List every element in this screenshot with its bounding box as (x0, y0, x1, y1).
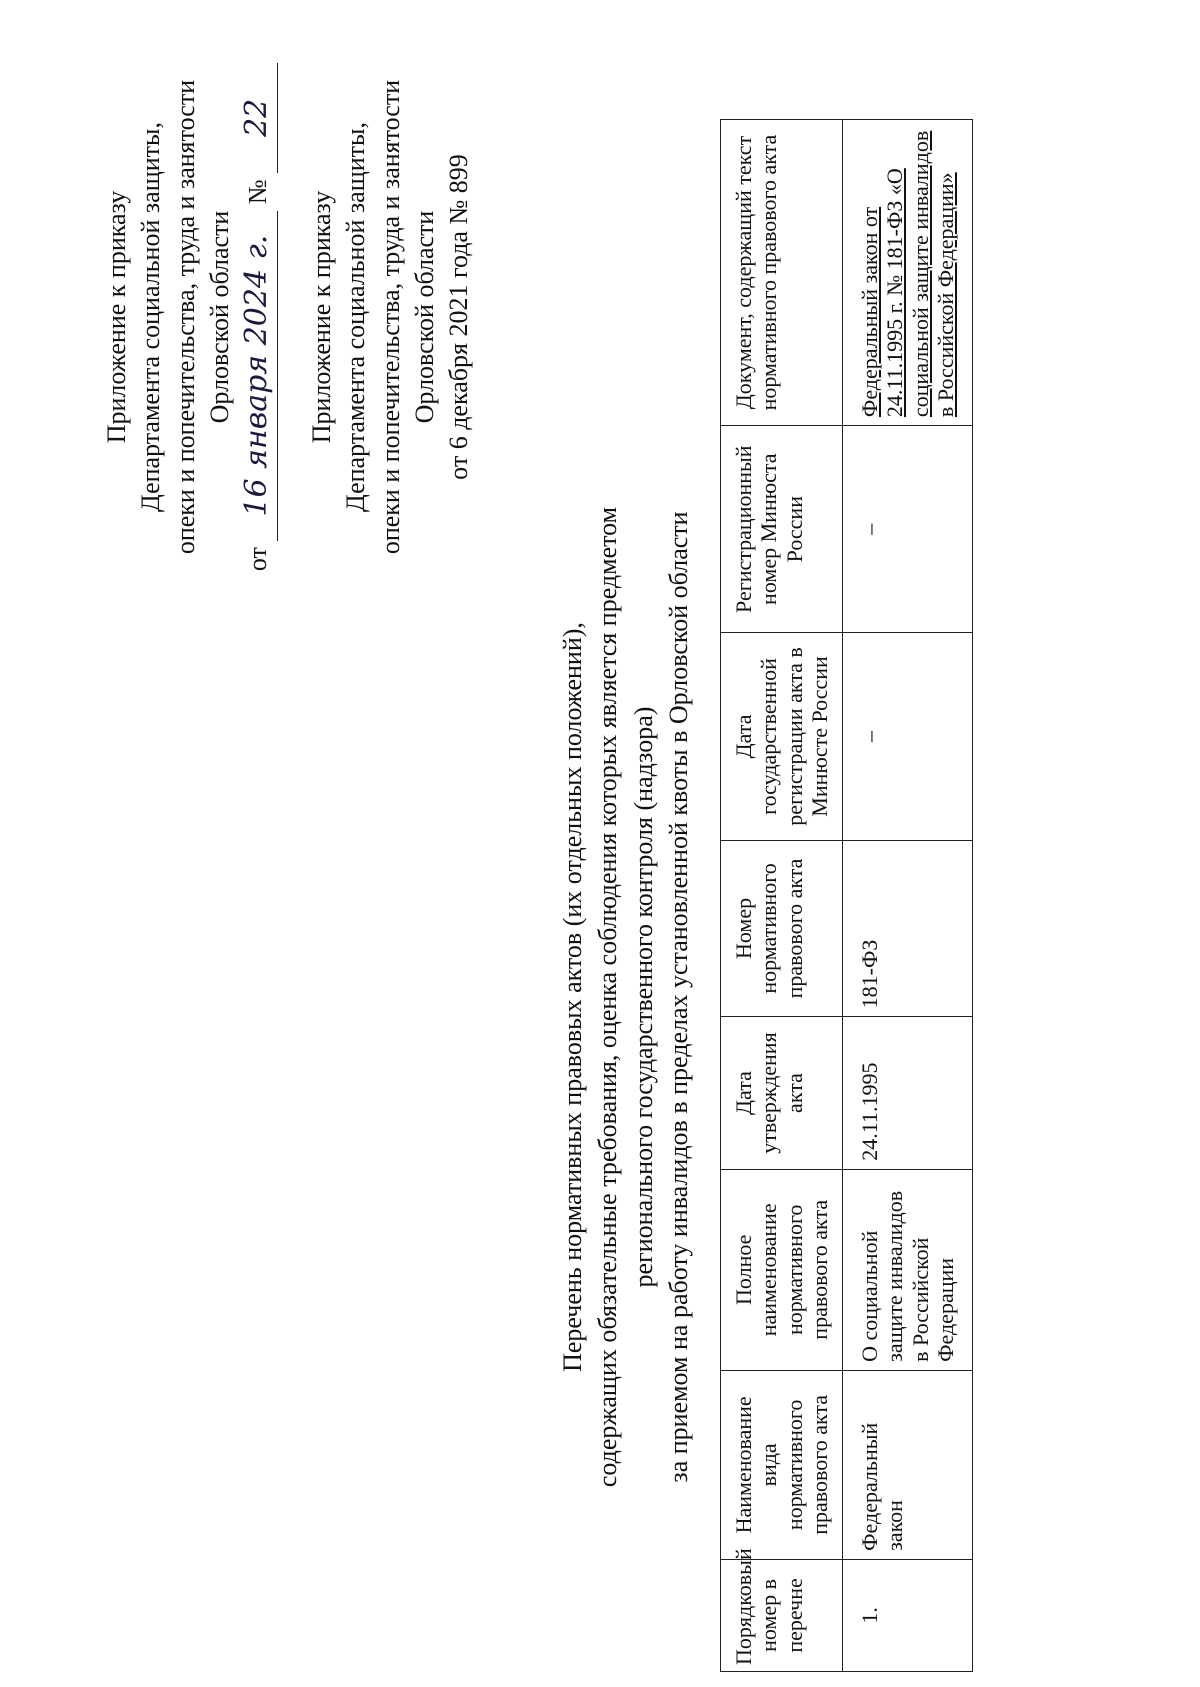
order-number-label: № (243, 179, 273, 205)
appendix-new-line1: Приложение к приказу (102, 190, 131, 444)
title-line1: Перечень нормативных правовых актов (их отдельных положений), (558, 622, 587, 1372)
acts-table (720, 119, 973, 1672)
appendix-old-line5: от 6 декабря 2021 года № 899 (444, 154, 474, 480)
order-from-label: от (243, 547, 273, 572)
order-date-number-line (237, 0, 278, 667)
header-registration-number: Регистрационный номер Минюста России (721, 426, 843, 633)
title-line4: за приемом на работу инвалидов в пределах установленной квоты в Орловской области (664, 511, 694, 1483)
appendix-old-line4: Орловской области (409, 210, 439, 424)
cell-order-number: 1. (843, 1559, 973, 1671)
cell-approval-date: 24.11.1995 (843, 1017, 973, 1169)
table-header-row (721, 120, 843, 1672)
appendix-old-header (305, 0, 477, 667)
appendix-new-line3: опеки и попечительства, труда и занятости (170, 79, 200, 555)
appendix-old-line1: Приложение к приказу (307, 190, 336, 444)
order-number-field (237, 63, 278, 173)
header-approval-date: Дата утверждения акта (721, 1017, 843, 1169)
header-document-text: Документ, содержащий текст нормативного правового акта (721, 120, 843, 426)
appendix-new-line4: Орловской области (204, 210, 234, 424)
order-date-field (237, 211, 278, 541)
document-title (555, 437, 696, 1557)
cell-full-name: О социальной защите инвалидов в Российской Федерации (843, 1169, 973, 1370)
appendix-new-line2: Департамента социальной защиты, (136, 122, 166, 512)
cell-registration-date: – (843, 633, 973, 840)
appendix-new-header (100, 0, 278, 667)
header-order-number: Порядковый номер в перечне (721, 1559, 843, 1671)
title-line2: содержащих обязательные требования, оценка соблюдения которых является предметом (593, 506, 623, 1488)
header-registration-date: Дата государственной регистрации акта в Минюсте России (721, 633, 843, 840)
cell-registration-number: – (843, 426, 973, 633)
appendix-old-line2: Департамента социальной защиты, (341, 122, 371, 512)
cell-document-link[interactable]: Федеральный закон от 24.11.1995 г. № 181-ФЗ «О социальной защите инвалидов в Российской Федерации» (843, 120, 973, 426)
table-row (843, 120, 973, 1672)
title-line3: регионального государственного контроля (надзора) (628, 706, 658, 1288)
header-act-number: Номер нормативного правового акта (721, 840, 843, 1017)
order-date-handwritten: 16 января 2024 г. (239, 234, 275, 517)
appendix-old-line3: опеки и попечительства, труда и занятости (375, 79, 405, 555)
cell-act-kind: Федеральный закон (843, 1370, 973, 1559)
header-full-name: Полное наименование нормативного правового акта (721, 1169, 843, 1370)
cell-act-number: 181-ФЗ (843, 840, 973, 1017)
header-act-kind: Наименование вида нормативного правового акта (721, 1370, 843, 1559)
order-number-handwritten: 22 (239, 98, 275, 137)
